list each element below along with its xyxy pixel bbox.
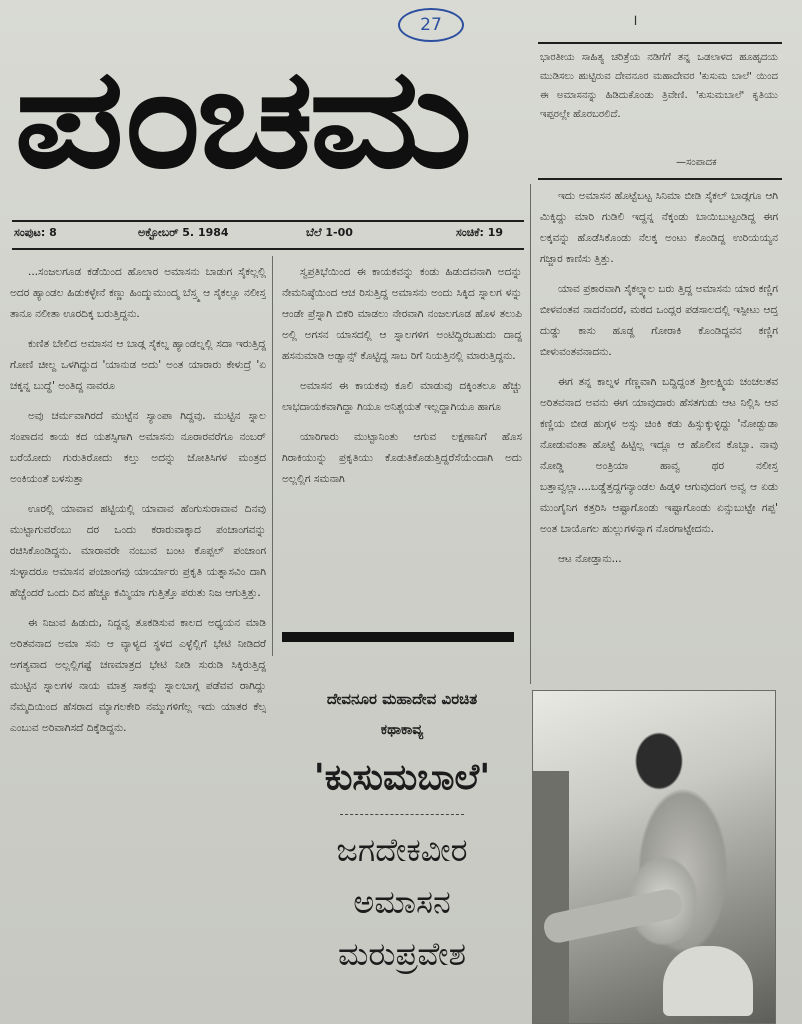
feature-subtitle-2: ಅಮಾಸನ (353, 883, 451, 921)
paragraph: ಈಗ ತನ್ನ ಕಾಲ್ನಳ ಗೆಣ್ಣವಾಗಿ ಬದ್ದಿದ್ದಂತ ಶ್ರೀಲಕ್ಷ್ಮಿಯ ಚಂಚಲತವ ಅರಿತವನಾದ ಅವನು ಈಗ ಯಾವುದಾರು ಹೆಸತಗುಡು ಆಟ ನಿಲ್ಲಿಸಿ ಆವ ಕಣ್ಣಿಯ ಬೀಡ ಹುಗ್ಗಳ ಅಸ್ಸು ಚಿಂಕಿ ಕಡು ಹಿಸ್ಸುಕ್ಕುಳ್ಳಿದ್ದು 'ನೋಡ್ಬುಡಾ ನೋಡುವಂತಾ ಹೊಟ್ಟೆ ಹಿಟ್ಟಿಲ್ಲ ಇದ್ಲೂ ಆ ಹೊಲೀನ ಕೊಬ್ಬಾ. ನಾವು ನೋಡ್ಡಿ ಅಂತ್ರಿಯಾ ಹಾವ್ವ ಥರ ನಲೀಸ್ತ ಬತ್ತಾವ್ವಲ್ಲಾ....ಬಡ್ಡೆತ್ತದ್ದಗನ್ಯಾಂಡಲ ಹಿಡ್ಕಳಿ ಆಗುವುದಂಗ ಅವ್ವ ಆ ಏಡು ಮುಂಗೈನಿಗ ಕತ್ತರಿಸಿ ಆಷ್ಟಾಗೊಂಡು ಇಷ್ಟಾಗೊಂಡು ಏನ್ಸುಬುಟ್ಟೇ ಗಪ್ಪ' ಅಂತ ಬಾಯೊಗಲ ಹುಲ್ಲುಗಳನ್ನಾಗ ನೊರಗಾಟ್ಟೇದನು. (540, 376, 778, 535)
editorial-rule-top (538, 42, 782, 44)
column-divider-right (530, 184, 531, 684)
paragraph: ಕುಣಿತ ಬೇಲಿದ ಅಮಾಸನ ಆ ಬಾಡ್ಗ ಸೈಕಲ್ನ ಹ್ಯಾಂಡಲ್ನಲ್ಲಿ ಸದಾ ಇರುತ್ತಿದ್ದ ಗೋಣಿ ಚೀಲ್ದ ಒಳಗಿದ್ದುದ 'ಯಾನುಡ ಅದು' ಅಂತ ಯಾರಾರು ಕೇಳುದ್ರೆ 'ಏ ಚಕ್ಕನ್ನ ಬುದ್ಧೆ' ಅಂತಿದ್ದ ನಾವರೂ (10, 338, 266, 392)
editorial-rule-bottom (538, 178, 782, 180)
feature-headline (276, 668, 528, 1018)
feature-title-underline (340, 814, 464, 815)
paragraph: ...ಸಂಜಲಗೂಡ ಕಡೆಯಿಂದ ಹೊಲಾರ ಅಮಾಸನು ಬಾಡುಗ ಸೈಕಲ್ಲಲ್ಲಿ ಅದರ ಹ್ಯಾಂಡಲ ಹಿಡುಕಳ್ಳೇನೆ ಕಣ್ಣು ಹಿಂದ್ಮುಮುಂದ್ಮ ಬೆಸ್ತ್ಮ ಆ ಸೈಕಲ್ಲೂ ನಲೀಸ್ತ ತಾನೂ ನಲೀತಾ ಊರದಿಕ್ಕ ಬರುತ್ತಿದ್ದನು. (10, 266, 266, 320)
paragraph: ಅಮಾಸನ ಈ ಕಾಯಕವು ಕೂಲಿ ಮಾಡುವು ದಕ್ಕಿಂತಲೂ ಹೆಚ್ಚು ಲಾಭದಾಯಕವಾಗಿದ್ದಾ ಗಿಯೂ ಅನಿಶ್ಚಯತೆ ಇಲ್ಲದ್ದಾಗಿಯೂ ಹಾಗೂ (282, 380, 522, 413)
article-column-middle (282, 262, 522, 622)
feature-divider-bar (282, 632, 514, 642)
editorial-note: ಭಾರತೀಯ ಸಾಹಿತ್ಯ ಚರಿತ್ರೆಯ ನಡಿಗೆಗೆ ತನ್ನ ಒಡಲಾಳದ ಹೂಹೃದಯ ಮುಡಿಸಲು ಹುಟ್ಟಿರುವ ದೇವನೂರ ಮಹಾದೇವರ 'ಕುಸುಮ ಬಾಲೆ' ಯಿಂದ ಈ ಅಮಾಸನನ್ನು ಹಿಡಿದುಕೊಂಡು ತ್ರಿವೇಣಿ. 'ಕುಸುಮಬಾಲೆ' ಕೃತಿಯು ಇಪ್ಪರಲ್ಲೇ ಹೊರಬರಲಿದೆ. (540, 52, 778, 120)
issue-bar (10, 226, 522, 246)
paragraph: ಇದು ಅಮಾಸನ ಹೊಟ್ಟೆಬಟ್ಟ ಸಿನಿಮಾ ಬೀಡಿ ಸೈಕಲ್ ಬಾಡ್ಗಗೂ ಆಗಿ ಮಿಕ್ಕಿದ್ದು ಮಾರಿ ಗುಡಿಲಿ ಇದ್ದನ್ನ ನೆಕ್ಕಂಡು ಬಾಯಿಬುಟ್ಟಂಡಿದ್ದ ಈಗ ಲಕ್ಕವನ್ನು ಹೊಡೆಸಿಕೊಂಡು ನೆಲಕ್ಕ ಅಂಟು ಕೊಂಡಿದ್ದ ಉರಿಯಯ್ಯನ ಗಜ್ಜಾರ ಕಾಣಿಸು ತ್ತಿತ್ತು. (540, 190, 778, 265)
author-portrait-photo (532, 690, 776, 1024)
paragraph: ಈ ನಿಜುವ ಹಿಡುದು, ನಿದ್ದವ್ವ ತೂಕಡಿಸುವ ಕಾಲದ ಅಧ್ಯಯನ ಮಾಡಿ ಅರಿತವನಾದ ಅಮಾ ಸನು ಆ ವ್ಯಾಳ್ಯದ ಸ್ಥಳದ ಎಳ್ಳೆಲ್ಲಿಗೆ ಭೇಟಿ ನೀಡಿದರೆ ಅಗತ್ಯವಾದ ಅಲ್ಲಲ್ಲಿಗಷ್ಟೆ ಚಣಮಾತ್ರದ ಭೇಟಿ ನೀಡಿ ಸುರುಡಿ ಸಿಕ್ಕಿರುತ್ತಿದ್ದ ಮುಟ್ಟಿನ ಸ್ನಾಲಗಳ ನಾಯ ಮಾತ್ರ ಸಾಕನ್ನು ಸ್ನಾಲಬಾಗ್ಗ ಪಡೆವವ ರಾಗಿದ್ದು ನೆಮ್ಮದಿಯಿಂದ ಹೆಸರಾದ ಮ್ಯಾಗಲಕೇರಿ ನಮ್ಮುಗಳಿಗೆಲ್ಲ ಇದು ಯಾತರ ಕೆಲ್ಸ ಎಂಬುವ ಅರಿವಾಗಿಸದೆ ದಿಕ್ಕೆಡಿದ್ದನು. (10, 617, 266, 734)
feature-title: 'ಕುಸುಮಬಾಲೆ' (313, 757, 491, 798)
column-divider-left (272, 256, 273, 656)
corner-mark: । (632, 11, 638, 29)
feature-author: ದೇವನೂರ ಮಹಾದೇವ ವಿರಚಿತ (326, 690, 478, 708)
masthead-rule-bottom (12, 248, 524, 250)
handwritten-page-number: 27 (398, 8, 464, 42)
article-column-right (540, 186, 778, 686)
issue-price: ಬೆಲೆ 1-00 (306, 226, 353, 239)
issue-date: ಅಕ್ಟೋಬರ್ 5. 1984 (138, 226, 229, 239)
paragraph: ಊರಲ್ಲಿ ಯಾವಾವ ಹಟ್ಟಿಯಲ್ಲಿ ಯಾವಾವ ಹೆಂಗುಸುರಾವಾವ ದಿನವು ಮುಟ್ಟಾಗುವರೆಂಬು ದರ ಒಂದು ಕರಾರುವಾಕ್ಕಾದ ಪಂಚಾಂಗವನ್ನು ರಚಿಸಿಕೊಂಡಿದ್ದನು. ಮಾರಾವರೇ ನಂಬುವ ಬಂಟ ಕೊಪ್ಪಲ್ ಪಂಚಾಂಗ ಸುಳ್ಳಾದರೂ ಅಮಾಸನ ಪಂಚಾಂಗವು ಯಾರ್ಯಾರು ಪ್ರಕೃತಿ ಯತ್ನಾಸವಿಂ ದಾಗಿ ಹೆಚ್ಚೆಂದರೆ ಒಂದು ದಿನ ಹೆಚ್ಚೂ ಕಮ್ಮಿಯಾ ಗುತ್ತಿತ್ತೊ ಪರುತು ನಿಜ ಆಗುತ್ತಿತ್ತು. (10, 503, 266, 599)
photo-knee (663, 946, 753, 1016)
paragraph: ಸ್ವಪ್ರತಿಭೆಯಿಂದ ಈ ಕಾಯಕವನ್ನು ಕಂಡು ಹಿಡುದವನಾಗಿ ಅದನ್ನು ನೇಮನಿಷ್ಠೆಯಿಂದ ಆಚ ರಿಸುತ್ತಿದ್ದ ಅಮಾಸನು ಅಂದು ಸಿಕ್ಕಿದ ಸ್ನಾಲಗ ಳನ್ನು ಆಂಡೇ ಪ್ರೆಸ್ನಾಗಿ ಬಿಕರಿ ಮಾಡಲು ನೇರವಾಗಿ ನಂಜಲಗೂಡ ಹೊಳ ತಲುಪಿ ಅಲ್ಲಿ ಅಗಸನ ಯಾಸದಲ್ಲಿ ಆ ಸ್ನಾಲಗಳಿಗ ಅಂಟಿದ್ದಿರಬಹುದು ದಾದ್ದ ಹಸನುಮಾಡಿ ಅಡ್ವಾನ್ಸ್ ಕೊಟ್ಟಿದ್ದ ಸಾಬ ರಿಗೆ ನಿಯತ್ತಿನಲ್ಲಿ ಮಾರುತ್ತಿದ್ದನು. (282, 266, 522, 362)
photo-railing (533, 771, 569, 1023)
article-column-left (10, 262, 266, 1022)
issue-number: ಸಂಚಿಕೆ: 19 (456, 226, 504, 239)
paragraph: ಯಾವ ಪ್ರಕಾರವಾಗಿ ಸೈಕಲ್ನ್ಯಾಲ ಬರು ತ್ತಿದ್ದ ಅಮಾಸನು ಯಾರ ಕಣ್ಣಿಗ ಬೀಳವಂತವ ನಾದನೆಂದರೆ, ಮಠದ ಒಂದ್ಲರ ಪಡಸಾಲದಲ್ಲಿ ಇಸ್ಪೀಟು ಆದ್ತ ದುಡ್ಡು ಕಾಸು ಹೂಡ್ದ ಗೋರಾಕಿ ಕೊಂಡಿದ್ದವನ ಕಣ್ಣಿಗ ಬೀಳುವಂತವನಾದನು. (540, 283, 778, 358)
masthead-rule-top (12, 220, 524, 222)
feature-genre: ಕಥಾಕಾವ್ಯ (380, 722, 424, 738)
editorial-signature: —ಸಂಪಾದಕ (676, 157, 717, 168)
paragraph: ಅವು ಚರ್ಮವಾಗಿರದೆ ಮುಟ್ಟೆನ ಸ್ಯಾಂಪಾ ಗಿದ್ದವು. ಮುಟ್ಟಿನ ಸ್ನಾಲ ಸಂಪಾದನ ಕಾಯ ಕದ ಯಶಸ್ಸಿಗಾಗಿ ಅಮಾಸನು ನೂರಾರವರೆಗೂ ನಂಬರ್ ಬರೆಯೋದು ಗುರುತಿರೋದು ಕಲ್ತು ಅದನ್ನು ಜೋತಿಸಿಗಳ ಮಂತ್ರದ ಅಂಕಿಯಂತೆ ಬಳಸುತ್ತಾ (10, 410, 266, 485)
paragraph: ಆಟ ನೋಡ್ತಾನು... (558, 553, 622, 565)
paragraph: ಯಾರಿಗಾರು ಮುಟ್ಟಾನಿಂತು ಆಗುವ ಲಕ್ಷಣಾನಿಗೆ ಹೊಸ ಗಿರಾಕಿಯುನ್ನು ಪ್ರಕೃತಿಯು ಕೊಡುತಿಕೊಡುತ್ತಿದ್ದರೆಸೆಯೆಂದಾಗಿ ಅದು ಅಲ್ಲಲ್ಲಿಗ ಸಮನಾಗಿ (282, 431, 522, 485)
masthead-title: ಪಂಚಮ (14, 44, 468, 194)
feature-subtitle-1: ಜಗದೇಕವೀರ (336, 831, 468, 869)
issue-volume: ಸಂಪುಟ: 8 (14, 226, 57, 239)
feature-subtitle-3: ಮರುಪ್ರವೇಶ (337, 935, 467, 973)
